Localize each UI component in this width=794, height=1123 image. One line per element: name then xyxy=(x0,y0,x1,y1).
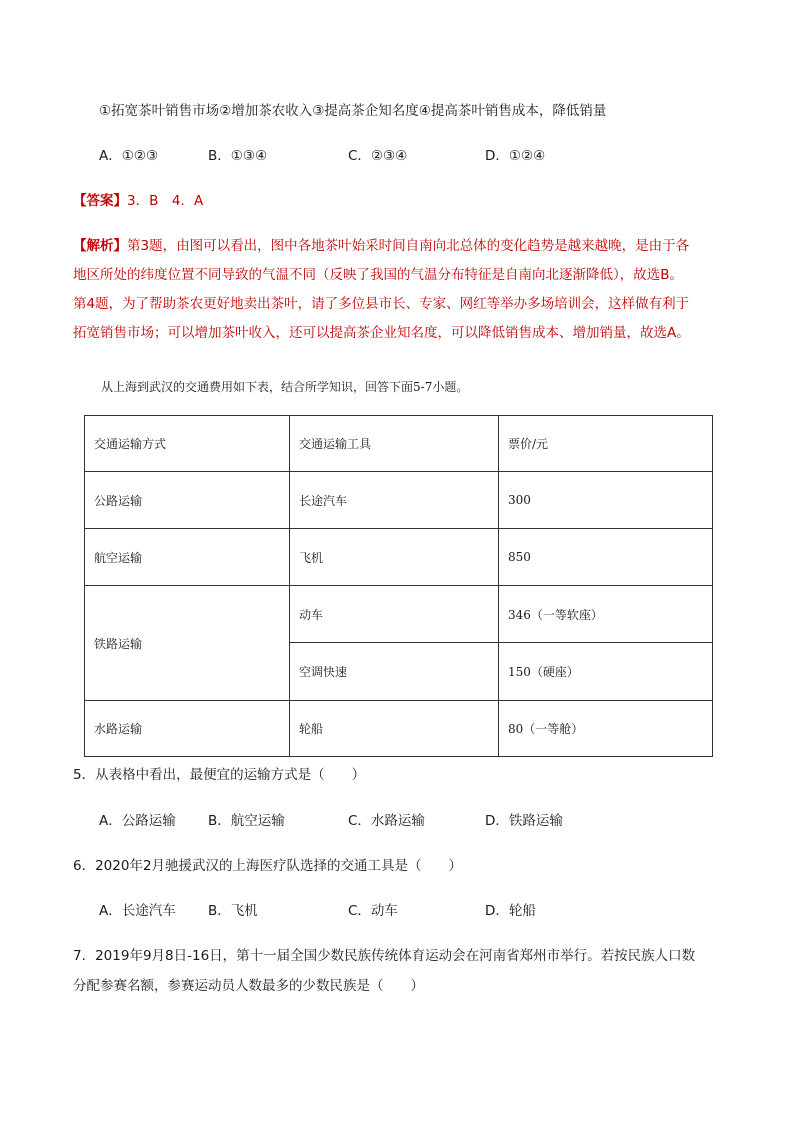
header-tool: 交通运输工具 xyxy=(290,416,499,472)
table-header-row xyxy=(85,416,713,472)
analysis-label: 【解析】 xyxy=(73,238,127,254)
transport-fee-table xyxy=(84,415,713,757)
answer-text: 3．B 4．A xyxy=(127,193,204,209)
answer-line xyxy=(73,191,203,211)
analysis-block xyxy=(73,232,690,348)
q5-option-a: A．公路运输 xyxy=(99,813,176,829)
header-mode: 交通运输方式 xyxy=(85,416,290,472)
q7-stem-line-1: 7．2019年9月8日-16日，第十一届全国少数民族传统体育运动会在河南省郑州市举行。若按民族人口数 xyxy=(73,948,696,964)
q6-stem: 6．2020年2月驰援武汉的上海医疗队选择的交通工具是（ ） xyxy=(73,858,463,874)
table-row: 铁路运输 动车 346（一等软座） xyxy=(85,586,713,643)
analysis-line-2: 地区所处的纬度位置不同导致的气温不同（反映了我国的气温分布特征是自南向北逐渐降低），故选B。 xyxy=(73,267,684,283)
q6-option-b: B．飞机 xyxy=(208,903,258,919)
analysis-line-1: 【解析】第3题，由图可以看出，图中各地茶叶始采时间自南向北总体的变化趋势是越来越晚，是由于各 xyxy=(73,238,690,254)
table-row: 水路运输 轮船 80（一等舱） xyxy=(85,701,713,757)
answer-label: 【答案】 xyxy=(73,193,127,209)
q5-stem: 5．从表格中看出，最便宜的运输方式是（ ） xyxy=(73,767,366,783)
table-row: 公路运输 长途汽车 300 xyxy=(85,472,713,529)
q6-option-d: D．轮船 xyxy=(485,903,536,919)
table-intro: 从上海到武汉的交通费用如下表，结合所学知识，回答下面5-7小题。 xyxy=(101,380,469,394)
q5-option-d: D．铁路运输 xyxy=(485,813,563,829)
table-row: 航空运输 飞机 850 xyxy=(85,529,713,586)
analysis-line-4: 拓宽销售市场；可以增加茶叶收入，还可以提高茶企业知名度，可以降低销售成本、增加销量，故选A。 xyxy=(73,325,690,341)
q4-option-d: D．①②④ xyxy=(485,148,546,164)
q7-stem-line-2: 分配参赛名额，参赛运动员人数最多的少数民族是（ ） xyxy=(73,978,424,994)
q5-option-b: B．航空运输 xyxy=(208,813,285,829)
q6-option-c: C．动车 xyxy=(348,903,398,919)
q4-statements: ①拓宽茶叶销售市场②增加茶农收入③提高茶企知名度④提高茶叶销售成本，降低销量 xyxy=(99,103,607,119)
q4-option-b: B．①③④ xyxy=(208,148,268,164)
q5-option-c: C．水路运输 xyxy=(348,813,425,829)
q4-option-c: C．②③④ xyxy=(348,148,408,164)
analysis-line-3: 第4题，为了帮助茶农更好地卖出茶叶，请了多位县市长、专家、网红等举办多场培训会，这样做有利于 xyxy=(73,296,690,312)
q6-option-a: A．长途汽车 xyxy=(99,903,176,919)
q4-option-a: A．①②③ xyxy=(99,148,159,164)
header-price: 票价/元 xyxy=(499,416,713,472)
table-row: 空调快速 150（硬座） xyxy=(85,643,713,701)
